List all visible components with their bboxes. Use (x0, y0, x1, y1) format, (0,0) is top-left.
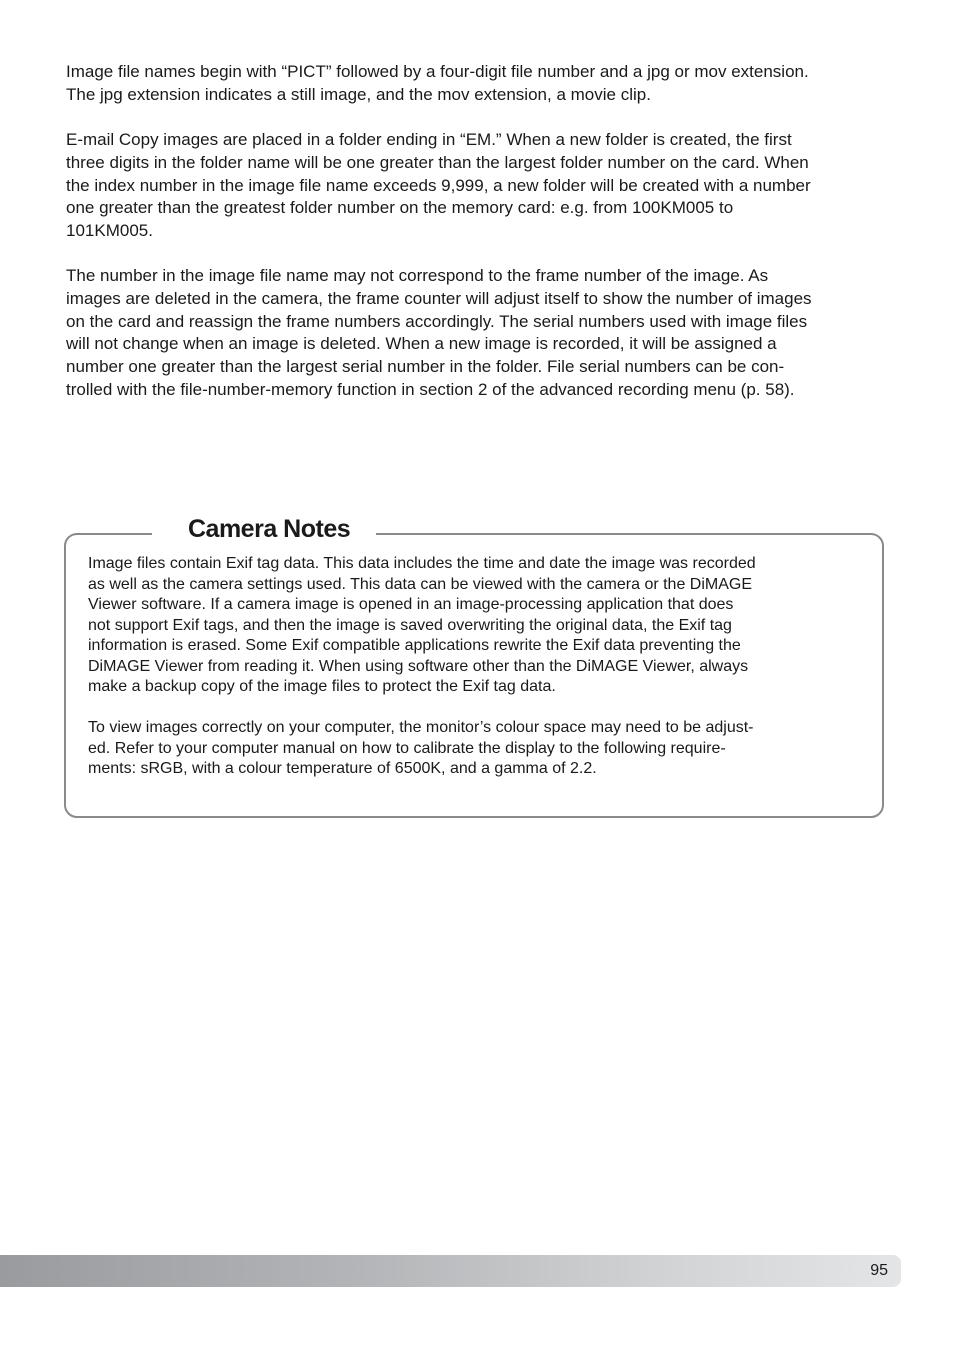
note-colour-space: To view images correctly on your computer, the monitor’s colour space may need to be adjust- ed. Refer to your computer manual on how to calibrate the display to the following require- ments: sRGB, with a colour temperature of 6500K, and a gamma of 2.2. (88, 719, 754, 777)
paragraph-serial-numbers: The number in the image file name may not correspond to the frame number of the image. As images are deleted in the camera, the frame counter will adjust itself to show the number of images on the card and reassign the frame numbers accordingly. The serial numbers used with image files will not change when an image is deleted. When a new image is recorded, it will be assigned a number one greater than the largest serial number in the folder. File serial numbers can be con- trolled with the file-number-memory function in section 2 of the advanced recording menu (p. 58). (66, 266, 812, 399)
paragraph-file-names: Image file names begin with “PICT” followed by a four-digit file number and a jpg or mov extension. The jpg extension indicates a still image, and the mov extension, a movie clip. (66, 62, 809, 104)
body-text (66, 61, 896, 424)
camera-notes-text (88, 554, 878, 800)
camera-notes-title: Camera Notes (188, 515, 351, 543)
paragraph-email-copy-folders: E-mail Copy images are placed in a folder ending in “EM.” When a new folder is created, the first three digits in the folder name will be one greater than the largest folder number on the card. When the index number in the image file name exceeds 9,999, a new folder will be created with a number one greater than the greatest folder number on the memory card: e.g. from 100KM005 to 101KM005. (66, 130, 811, 240)
page-number: 95 (870, 1262, 888, 1279)
note-exif-tag-data: Image files contain Exif tag data. This data includes the time and date the image was recorded as well as the camera settings used. This data can be viewed with the camera or the DiMAGE Viewer software. If a camera image is opened in an image-processing application that does not support Exif tags, and then the image is saved overwriting the original data, the Exif tag information is erased. Some Exif compatible applications rewrite the Exif data preventing the DiMAGE Viewer from reading it. When using software other than the DiMAGE Viewer, always make a backup copy of the image files to protect the Exif tag data. (88, 555, 756, 695)
footer-bar (0, 1255, 901, 1287)
